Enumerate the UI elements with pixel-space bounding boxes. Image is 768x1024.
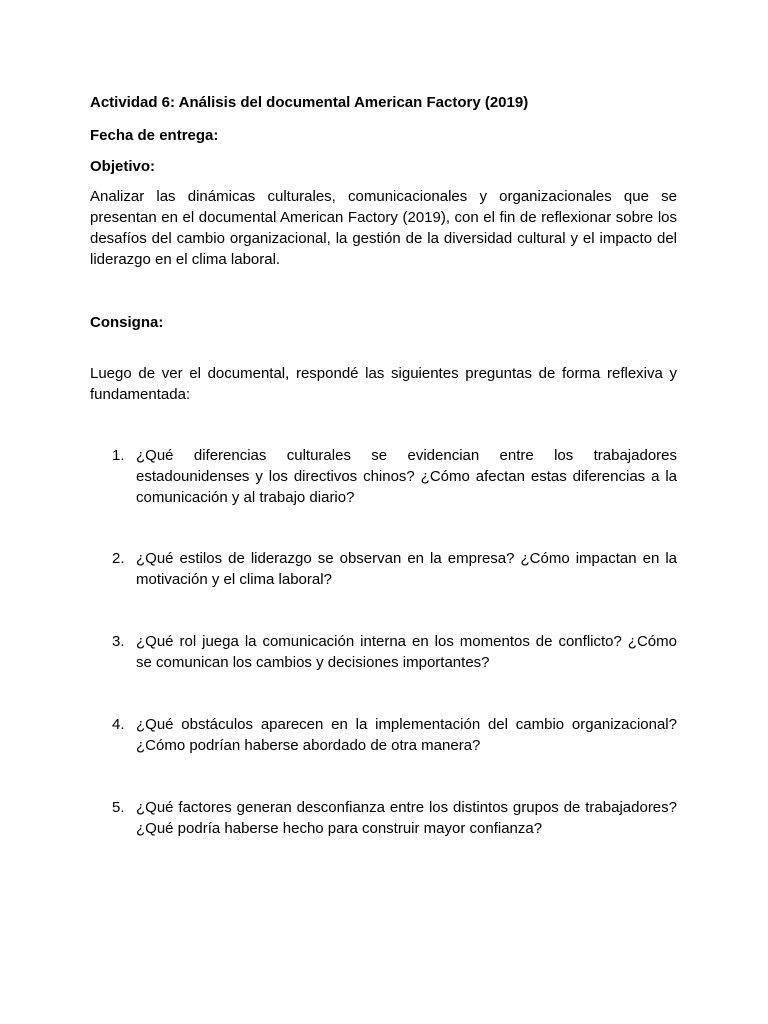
question-text: ¿Qué factores generan desconfianza entre los distintos grupos de trabajadores? ¿Qué podría haberse hecho para construir mayor confianza?	[136, 799, 677, 837]
question-item-5	[90, 797, 677, 839]
instructions-heading: Consigna:	[90, 314, 164, 331]
question-number: 2.	[112, 550, 125, 567]
objective-heading: Objetivo:	[90, 158, 156, 175]
question-item-2	[90, 548, 677, 590]
question-text: ¿Qué rol juega la comunicación interna en los momentos de conflicto? ¿Cómo se comunican los cambios y decisiones importantes?	[136, 633, 677, 671]
question-number: 1.	[112, 447, 125, 464]
question-item-3	[90, 631, 677, 673]
question-number: 4.	[112, 716, 125, 733]
question-text: ¿Qué estilos de liderazgo se observan en la empresa? ¿Cómo impactan en la motivación y el clima laboral?	[136, 550, 677, 588]
question-item-1	[90, 445, 677, 508]
instructions-paragraph: Luego de ver el documental, respondé las siguientes preguntas de forma reflexiva y fundamentada:	[90, 365, 677, 403]
document-title: Actividad 6: Análisis del documental American Factory (2019)	[90, 94, 529, 111]
due-date-label: Fecha de entrega:	[90, 127, 219, 144]
question-item-4	[90, 714, 677, 756]
question-text: ¿Qué diferencias culturales se evidencian entre los trabajadores estadounidenses y los directivos chinos? ¿Cómo afectan estas diferencias a la comunicación y al trabajo diario?	[136, 447, 677, 506]
question-text: ¿Qué obstáculos aparecen en la implementación del cambio organizacional? ¿Cómo podrían haberse abordado de otra manera?	[136, 716, 677, 754]
question-number: 3.	[112, 633, 125, 650]
objective-paragraph: Analizar las dinámicas culturales, comunicacionales y organizacionales que se presentan en el documental American Factory (2019), con el fin de reflexionar sobre los desafíos del cambio organizacional, la gestión de la diversidad cultural y el impacto del liderazgo en el clima laboral.	[90, 188, 677, 268]
question-number: 5.	[112, 799, 125, 816]
